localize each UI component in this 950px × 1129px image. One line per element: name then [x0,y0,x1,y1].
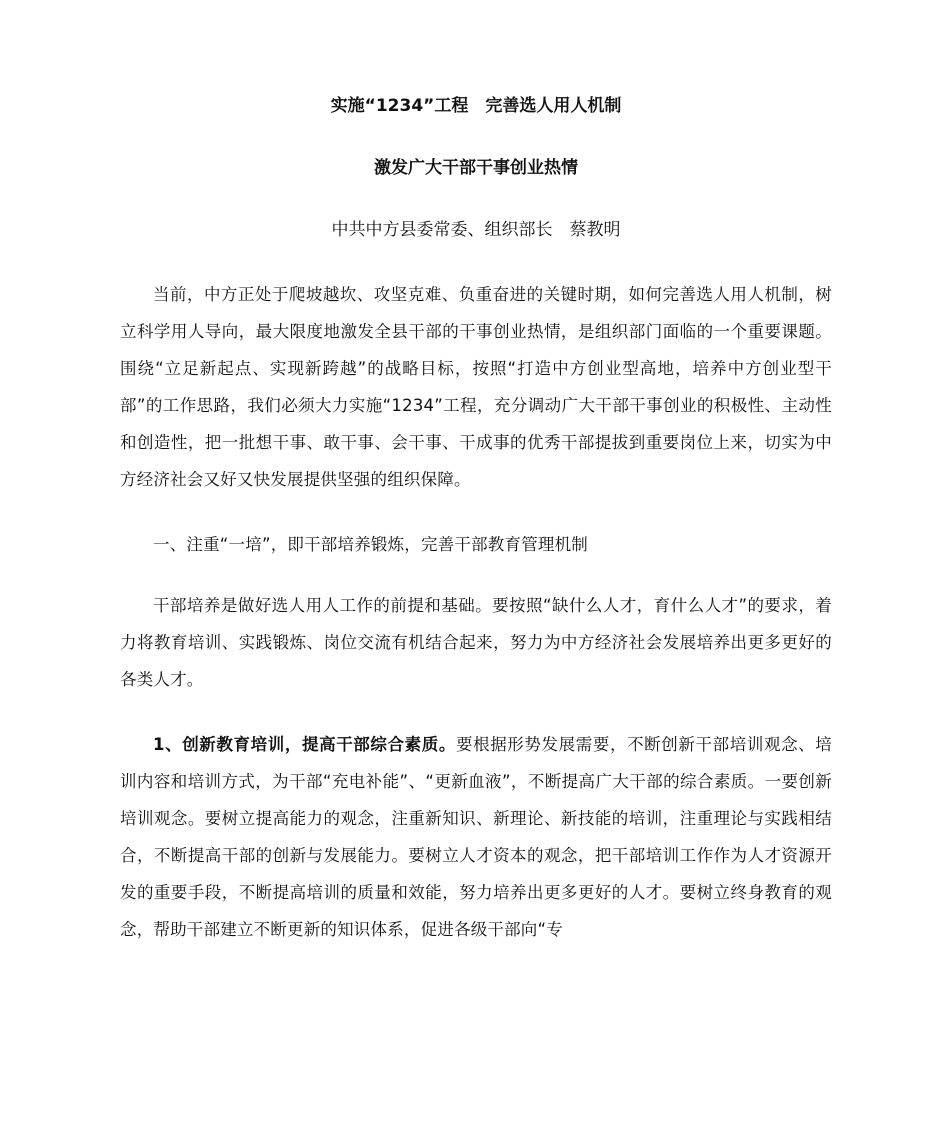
document-page [120,88,832,976]
section-heading: 一、注重“一培”，即干部培养锻炼，完善干部教育管理机制 [153,535,588,554]
item-body: 要根据形势发展需要，不断创新干部培训观念、培训内容和培训方式，为干部“充电补能”、“更新血液”，不断提高广大干部的综合素质。一要创新培训观念。要树立提高能力的观念，注重新知识、新理论、新技能的培训，注重理论与实践相结合，不断提高干部的创新与发展能力。要树立人才资本的观念，把干部培训工作作为人才资源开发的重要手段，不断提高培训的质量和效能，努力培养出更多更好的人才。要树立终身教育的观念，帮助干部建立不断更新的知识体系，促进各级干部向“专 [120,735,832,939]
item-lead: 1、创新教育培训，提高干部综合素质。 [153,735,456,754]
intro-paragraph: 当前，中方正处于爬坡越坎、攻坚克难、负重奋进的关键时期，如何完善选人用人机制，树立科学用人导向，最大限度地激发全县干部的干事创业热情，是组织部门面临的一个重要课题。围绕“立足新起点、实现新跨越”的战略目标，按照“打造中方创业型高地，培养中方创业型干部”的工作思路，我们必须大力实施“1234”工程，充分调动广大干部干事创业的积极性、主动性和创造性，把一批想干事、敢干事、会干事、干成事的优秀干部提拔到重要岗位上来，切实为中方经济社会又好又快发展提供坚强的组织保障。 [120,285,832,489]
document-subtitle: 激发广大干部干事创业热情 [374,158,578,178]
section-paragraph: 干部培养是做好选人用人工作的前提和基础。要按照“缺什么人才，育什么人才”的要求，着力将教育培训、实践锻炼、岗位交流有机结合起来，努力为中方经济社会发展培养出更多更好的各类人才。 [120,596,832,689]
document-author: 中共中方县委常委、组织部长 蔡教明 [331,220,621,240]
item-paragraph [120,726,832,948]
document-title: 实施“1234”工程 完善选人用人机制 [330,96,622,116]
